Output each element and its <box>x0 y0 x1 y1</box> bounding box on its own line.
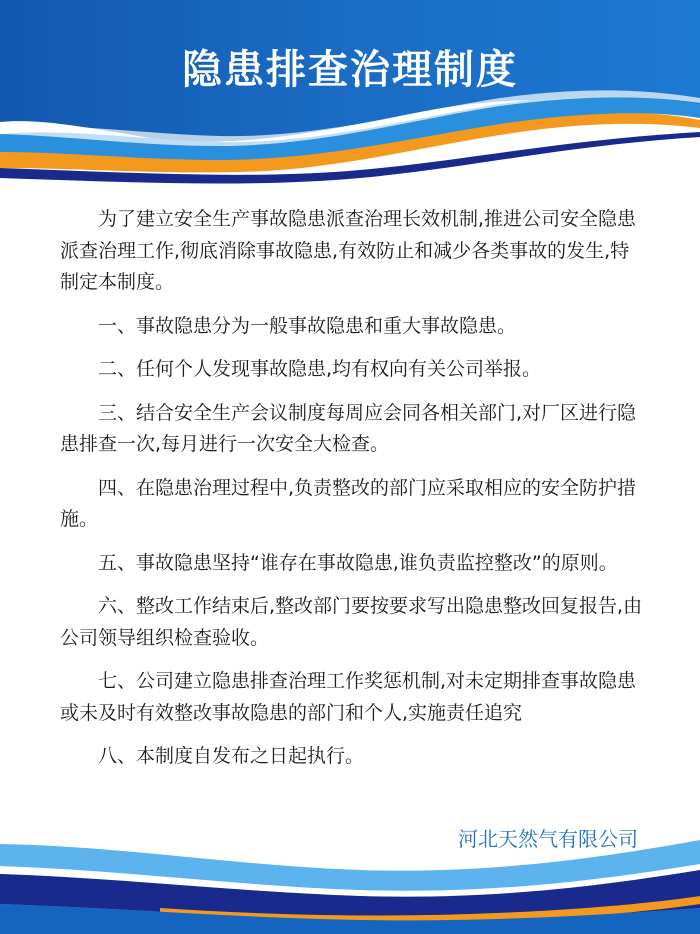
clause-7: 七、公司建立隐患排查治理工作奖惩机制,对未定期排查事故隐患或未及时有效整改事故隐患的部门和个人,实施责任追究 <box>60 670 637 724</box>
regulation-body <box>60 204 643 785</box>
clause-4: 四、在隐患治理过程中,负责整改的部门应采取相应的安全防护措施。 <box>60 476 637 530</box>
header-wave-banner <box>0 0 700 200</box>
clause-5: 五、事故隐患坚持“谁存在事故隐患,谁负责监控整改”的原则。 <box>98 551 618 574</box>
clause-8: 八、本制度自发布之日起执行。 <box>98 745 365 767</box>
company-signature: 河北天然气有限公司 <box>458 827 638 851</box>
clause-6: 六、整改工作结束后,整改部门要按要求写出隐患整改回复报告,由公司领导组织检查验收。 <box>60 595 643 649</box>
page-title: 隐患排查治理制度 <box>182 47 518 93</box>
clause-2: 二、任何个人发现事故隐患,均有权向有关公司举报。 <box>98 358 542 380</box>
intro-paragraph: 为了建立安全生产事故隐患派查治理长效机制,推进公司安全隐患派查治理工作,彻底消除事故隐患,有效防止和减少各类事故的发生,特制定本制度。 <box>60 208 637 293</box>
clause-3: 三、结合安全生产会议制度每周应会同各相关部门,对厂区进行隐患排查一次,每月进行一次安全大检查。 <box>60 401 637 455</box>
clause-1: 一、事故隐患分为一般事故隐患和重大事故隐患。 <box>98 314 517 337</box>
